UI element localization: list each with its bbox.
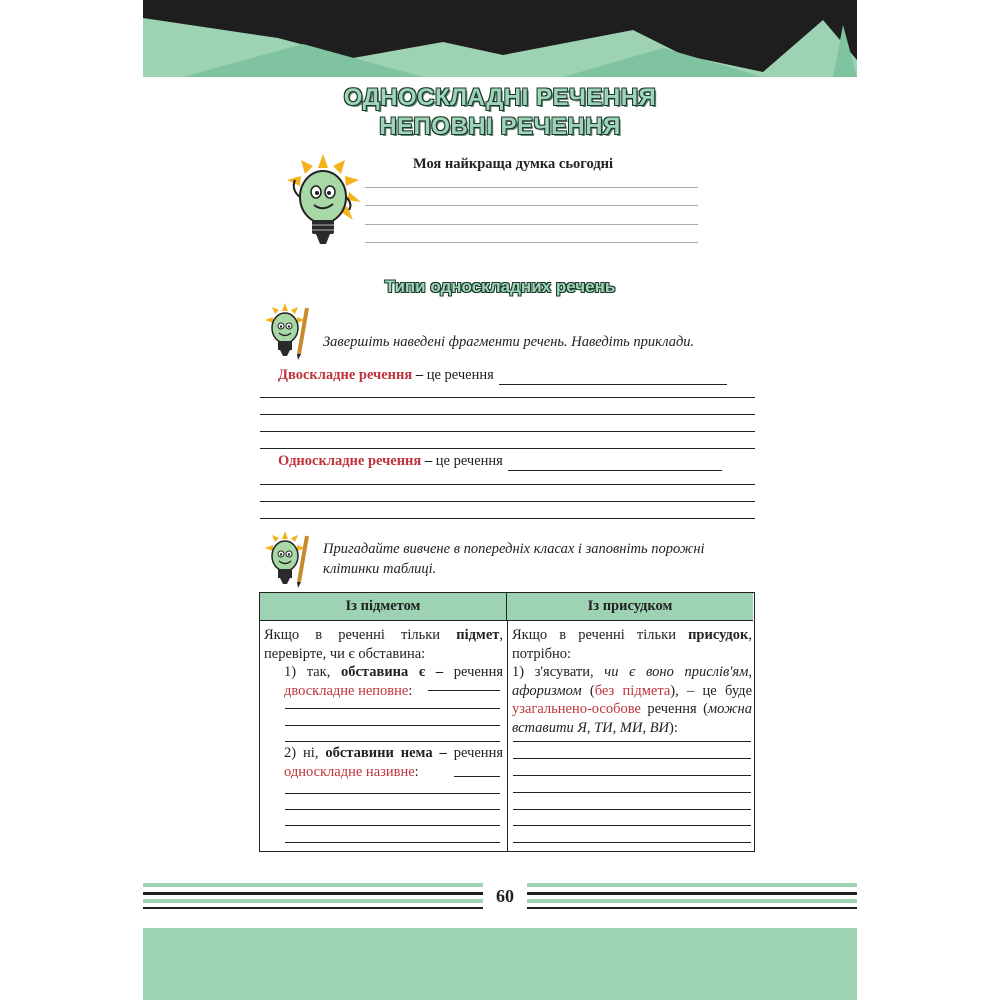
cell-item-2: 2) ні, обставини нема – речення односкладне називне: [284, 745, 503, 780]
definition-one-part [278, 453, 722, 471]
answer-line[interactable] [260, 518, 755, 519]
cell-answer-line[interactable] [513, 758, 751, 759]
cell-answer-line[interactable] [513, 842, 751, 843]
cell-answer-line[interactable] [513, 775, 751, 776]
header-band [143, 0, 857, 77]
cell-answer-line[interactable] [285, 708, 500, 709]
answer-line[interactable] [260, 414, 755, 415]
textbook-page [143, 0, 857, 1000]
table-header-subject: Із підметом [260, 593, 507, 621]
cell-item-1: 1) так, обставина є – речення двоскладне неповне: [284, 664, 503, 699]
definition-answer-blank[interactable] [508, 453, 722, 471]
definition-dash: – [421, 453, 436, 469]
cell-answer-line[interactable] [428, 690, 500, 691]
cell-answer-line[interactable] [285, 842, 500, 843]
definition-term: Двоскладне речення [278, 367, 413, 383]
task-instruction: Пригадайте вивчене в попередніх класах і заповніть порожні клітинки таблиці. [323, 541, 705, 577]
definition-text: це речення [435, 453, 503, 469]
page-title-line1: ОДНОСКЛАДНІ РЕЧЕННЯ [343, 84, 657, 111]
cell-item-1: 1) з'ясувати, чи є воно прислів'ям, афоризмом (без підмета), – це буде узагальнено-особове речення (можна вставити Я, ТИ, МИ, ВИ): [512, 664, 752, 736]
cell-answer-line[interactable] [513, 741, 751, 742]
answer-line[interactable] [260, 397, 755, 398]
lightbulb-pencil-icon [263, 530, 315, 588]
section-title: Типи односкладних речень [384, 277, 616, 296]
cell-intro: Якщо в реченні тільки підмет, перевірте, чи є обставина: [264, 627, 503, 662]
cell-answer-line[interactable] [513, 825, 751, 826]
cell-answer-line[interactable] [285, 725, 500, 726]
lightbulb-pencil-icon [263, 302, 315, 360]
cell-answer-line[interactable] [454, 776, 500, 777]
footer-band [143, 928, 857, 1000]
cell-answer-line[interactable] [285, 793, 500, 794]
thought-answer-line[interactable] [365, 205, 698, 206]
thought-answer-line[interactable] [365, 187, 698, 188]
cell-answer-line[interactable] [285, 809, 500, 810]
table-cell-subject [264, 626, 503, 700]
lightbulb-icon [283, 152, 363, 252]
page-title-line2: НЕПОВНІ РЕЧЕННЯ [379, 113, 621, 140]
definition-term: Односкладне речення [278, 453, 422, 469]
table-cell-predicate [512, 626, 752, 737]
sentence-types-table [259, 592, 755, 852]
page-number: 60 [496, 886, 514, 906]
thought-answer-line[interactable] [365, 224, 698, 225]
cell-answer-line[interactable] [285, 741, 500, 742]
cell-answer-line[interactable] [513, 809, 751, 810]
cell-answer-line[interactable] [285, 825, 500, 826]
task-instruction: Завершіть наведені фрагменти речень. Наведіть приклади. [323, 334, 695, 350]
answer-line[interactable] [260, 448, 755, 449]
answer-line[interactable] [260, 431, 755, 432]
thought-prompt-label: Моя найкраща думка сьогодні [412, 156, 614, 172]
answer-line[interactable] [260, 484, 755, 485]
answer-line[interactable] [260, 501, 755, 502]
definition-answer-blank[interactable] [499, 367, 727, 385]
table-header-predicate: Із присудком [507, 593, 753, 621]
definition-two-part [278, 367, 727, 385]
cell-answer-line[interactable] [513, 792, 751, 793]
table-column-divider [507, 621, 508, 851]
definition-text: це речення [426, 367, 494, 383]
cell-intro: Якщо в реченні тільки присудок, потрібно: [512, 627, 752, 662]
definition-dash: – [412, 367, 427, 383]
thought-answer-line[interactable] [365, 242, 698, 243]
